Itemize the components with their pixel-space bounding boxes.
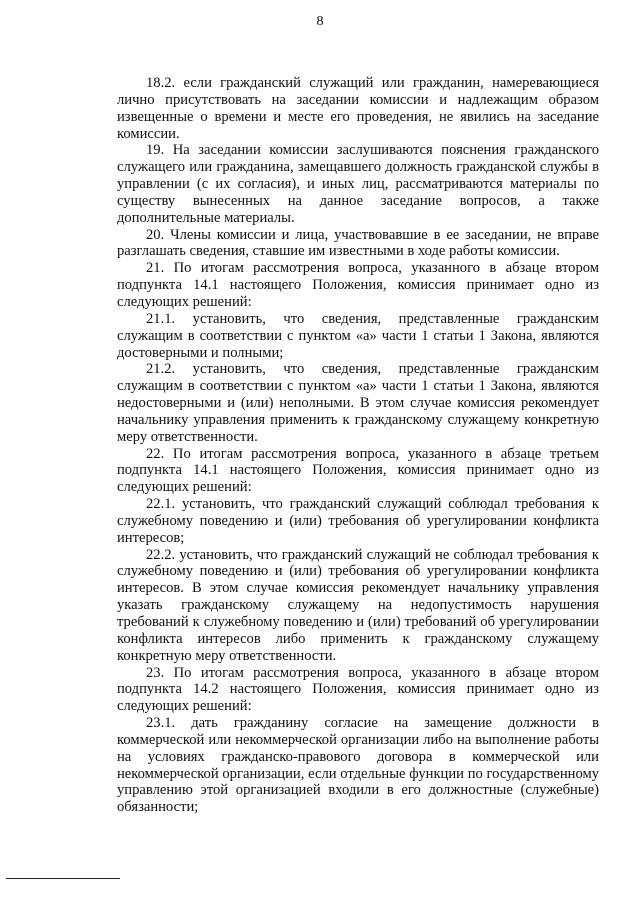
paragraph-22: 22. По итогам рассмотрения вопроса, указанного в абзаце третьем подпункта 14.1 настоящего Положения, комиссия принимает одно из следующих решений: [117,445,599,496]
paragraph-21: 21. По итогам рассмотрения вопроса, указанного в абзаце втором подпункта 14.1 настоящего Положения, комиссия принимает одно из следующих решений: [117,260,599,310]
paragraph-21-1: 21.1. установить, что сведения, представленные гражданским служащим в соответствии с пунктом «а» части 1 статьи 1 Закона, являются достоверными и полными; [117,310,599,361]
page-number: 8 [316,14,324,29]
paragraph-23: 23. По итогам рассмотрения вопроса, указанного в абзаце втором подпункта 14.2 настоящего Положения, комиссия принимает одно из следующих решений: [117,664,599,715]
paragraph-23-1: 23.1. дать гражданину согласие на замещение должности в коммерческой или некоммерческой организации либо на выполнение работы на условиях гражданско-правового договора в коммерческой или некоммерческой организации, если отдельные функции по государственному управлению этой организацией входили в его должностные (служебные) обязанности; [117,715,599,816]
paragraph-22-1: 22.1. установить, что гражданский служащий соблюдал требования к служебному поведению и (или) требования об урегулировании конфликта интересов; [117,496,599,546]
paragraph-21-2: 21.2. установить, что сведения, представленные гражданским служащим в соответствии с пунктом «а» части 1 статьи 1 Закона, являются недостоверными и (или) неполными. В этом случае комиссия рекомендует начальнику управления применить к гражданскому служащему конкретную меру ответственности. [117,361,599,445]
document-body [117,75,599,816]
footnote-separator [6,878,120,879]
paragraph-20: 20. Члены комиссии и лица, участвовавшие в ее заседании, не вправе разглашать сведения, ставшие им известными в ходе работы комиссии. [117,226,599,260]
paragraph-19: 19. На заседании комиссии заслушиваются пояснения гражданского служащего или гражданина, замещавшего должность гражданской службы в управлении (с их согласия), и иных лиц, рассматриваются материалы по существу вынесенных на данное заседание вопросов, а также дополнительные материалы. [117,142,599,226]
paragraph-22-2: 22.2. установить, что гражданский служащий не соблюдал требования к служебному поведению и (или) требования об урегулировании конфликта интересов. В этом случае комиссия рекомендует начальнику управления указать гражданскому служащему на недопустимость нарушения требований к служебному поведению и (или) требований об урегулировании конфликта интересов либо применить к гражданскому служащему конкретную меру ответственности. [117,546,599,664]
paragraph-18-2: 18.2. если гражданский служащий или гражданин, намеревающиеся лично присутствовать на заседании комиссии и надлежащим образом извещенные о времени и месте его проведения, не явились на заседание комиссии. [117,75,599,142]
